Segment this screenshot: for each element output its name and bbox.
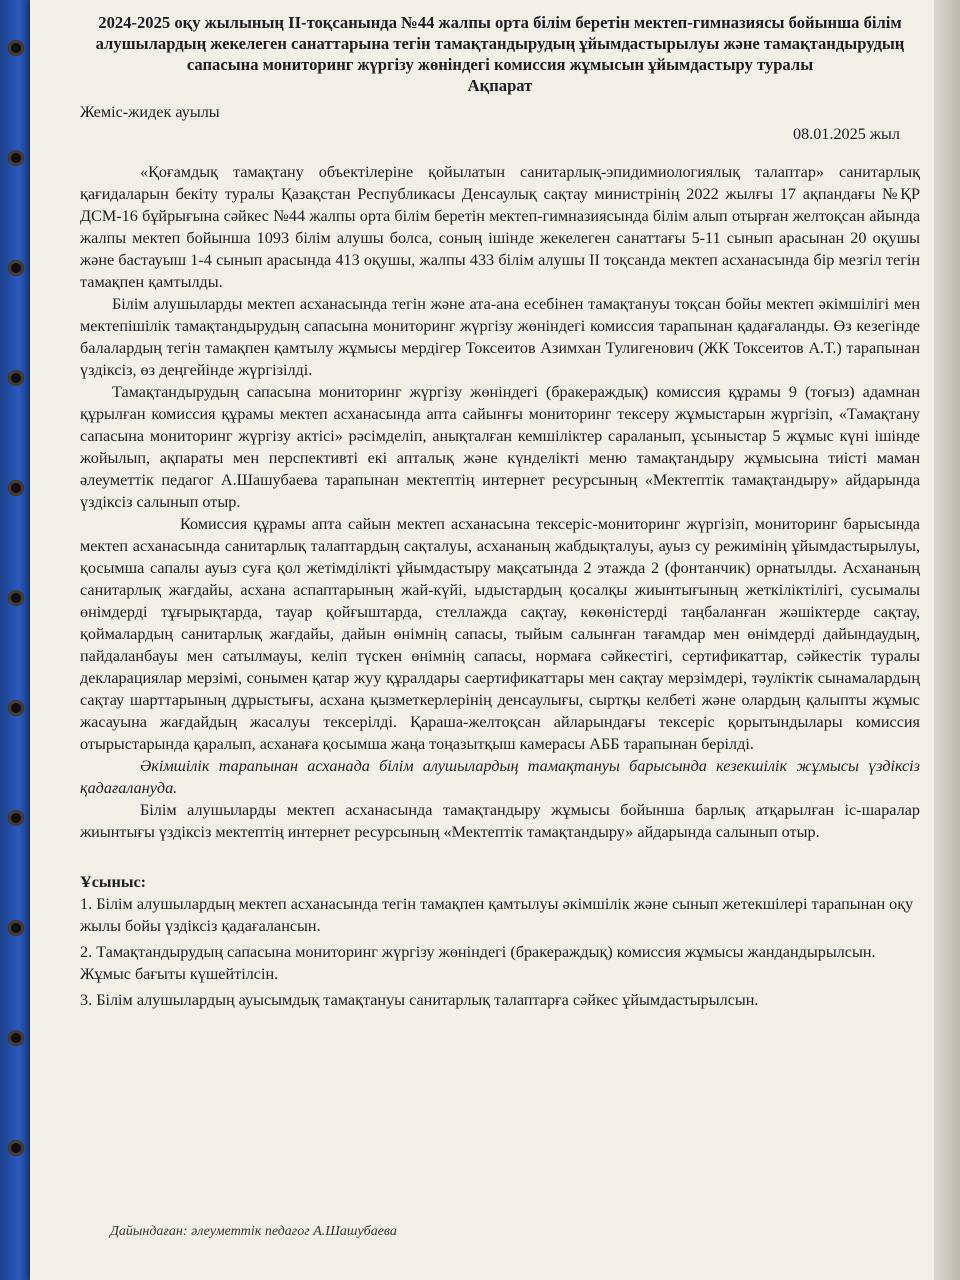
binder-ring xyxy=(8,150,24,166)
prepared-by-signature: Дайындаған: әлеуметтік педагог А.Шашубаева xyxy=(110,1224,397,1239)
binder-ring xyxy=(8,920,24,936)
binder-ring xyxy=(8,700,24,716)
paragraph-6: Білім алушыларды мектеп асханасында тамақтандыру жұмысы бойынша барлық атқарылған іс-шаралар жиынтығы үздіксіз мектептің интернет ресурсының «Мектептік тамақтандыру» айдарында салынып отыр. xyxy=(80,801,920,841)
recommendations-list xyxy=(80,893,920,1011)
page-edge xyxy=(934,0,960,1280)
recommendations-heading: Ұсыныс: xyxy=(80,873,147,891)
document-body xyxy=(80,12,920,1015)
document-place: Жеміс-жидек ауылы xyxy=(80,103,220,121)
document-date: 08.01.2025 жыл xyxy=(792,125,900,143)
binder-ring xyxy=(8,1030,24,1046)
binder-ring xyxy=(8,480,24,496)
binder-ring xyxy=(8,1140,24,1156)
binder-ring xyxy=(8,590,24,606)
document-sheet xyxy=(30,0,934,1280)
paragraph-1: «Қоғамдық тамақтану объектілеріне қойылатын санитарлық-эпидимиологиялық талаптар» санитарлық қағидаларын бекіту туралы Қазақстан Республикасы Денсаулық сақтау министрінің 2022 жылғы 17 ақпандағы №ҚР ДСМ-16 бұйрығына сәйкес №44 жалпы орта білім беретін мектеп-гимназиясында білім алып отырған желтоқсан айында жалпы мектеп бойынша 1093 білім алушы болса, соның ішінде жекелеген санаттағы 5-11 сынып арасынан 20 оқушы және бастауыш 1-4 сынып арасында 413 оқушы, жалпы 433 білім алушы ІІ тоқсанда мектеп асханасында бір мезгіл тегін тамақпен қамтылды. xyxy=(80,163,920,291)
recommendation-item: 2. Тамақтандырудың сапасына мониторинг жүргізу жөніндегі (бракераждық) комиссия жұмысы жандандырылсын. Жұмыс бағыты күшейтілсін. xyxy=(80,943,876,983)
paragraph-5: Әкімшілік тарапынан асханада білім алушылардың тамақтануы барысында кезекшілік жұмысы үздіксіз қадағалануда. xyxy=(80,757,920,797)
binder-ring xyxy=(8,810,24,826)
binder-spine xyxy=(0,0,34,1280)
recommendation-item: 3. Білім алушылардың ауысымдық тамақтануы санитарлық талаптарға сәйкес ұйымдастырылсын. xyxy=(80,991,759,1009)
paragraph-3: Тамақтандырудың сапасына мониторинг жүргізу жөніндегі (бракераждық) комиссия құрамы 9 (тоғыз) адамнан құрылған комиссия құрамы мектеп асханасында апта сайынғы мониторинг тексеру жұмыстарын жүргізіп, «Тамақтану сапасына мониторинг жүргізу актісі» рәсімделіп, анықталған кемшіліктер сараланып, ұсыныстар 5 жұмыс күні ішінде жойылып, ақпараты мен перспективті екі апталық және күнделікті меню тамақтандыру жұмысына тиісті маман әлеуметтік педагог А.Шашубаева тарапынан мектептің интернет ресурсының «Мектептік тамақтандыру» айдарында үздіксіз салынып отыр. xyxy=(80,383,920,511)
paragraph-4: Комиссия құрамы апта сайын мектеп асханасына тексеріс-мониторинг жүргізіп, мониторинг барысында мектеп асханасында санитарлық талаптардың сақталуы, асхананың жабдықталуы, ауыз су режимінің ұйымдастырылуы, қосымша сапалы ауыз суға қол жетімділікті ұйымдастыру мақсатында 2 этажда 2 (фонтанчик) орнатылды. Асхананың санитарлық жағдайы, асхана аспаптарының жай-күйі, ыдыстардың қосалқы жиынтығының жеткіліктілігі, сусымалы өнімдерді тұғырықтарда, тауар қойғыштарда, стеллажда сақтау, көкөністерді таңбаланған жәшіктерде сақтау, қоймалардың санитарлық жағдайы, дайын өнімнің сапасы, тыйым салынған тағамдар мен өнімдерді дайындаудың, пайдаланбауы мен сатылмауы, келіп түскен өнімнің сапасы, нормаға сәйкестігі, сертификаттар, сәйкестік туралы декларациялар мерзімі, сонымен қатар жуу құралдары саертификаттары мен сақтау мерзімдері, тәуліктік сынамалардың сақтау шарттарының дұрыстығы, асхана қызметкерлерінің денсаулығы, сыртқы келбеті және олардың қалыпты жұмыс жасауына жағдайдың жасалуы тексерілді. Қараша-желтоқсан айларындағы тексеріс қорытындылары комиссия отырыстарында қаралып, асханаға қосымша жаңа тоңазытқыш камерасы АББ тарапынан берілді. xyxy=(80,515,920,753)
paragraph-2: Білім алушыларды мектеп асханасында тегін және ата-ана есебінен тамақтануы тоқсан бойы мектеп әкімшілігі мен мектепішілік тамақтандырудың сапасына мониторинг жүргізу жөніндегі комиссия тарапынан қадағаланды. Өз кезегінде балалардың тегін тамақпен қамтылу жұмысы мердігер Токсеитов Азимхан Тулигенович (ЖК Токсеитов А.Т.) тарапынан үздіксіз, өз деңгейінде жүргізілді. xyxy=(80,295,920,379)
document-subtitle: Ақпарат xyxy=(467,76,533,95)
document-title: 2024-2025 оқу жылының ІІ-тоқсанында №44 жалпы орта білім беретін мектеп-гимназиясы бойынша білім алушылардың жекелеген санаттарына тегін тамақтандырудың ұйымдастырылуы және тамақтандырудың сапасына мониторинг жүргізу жөніндегі комиссия жұмысын ұйымдастыру туралы xyxy=(95,13,905,74)
binder-ring xyxy=(8,370,24,386)
recommendation-item: 1. Білім алушылардың мектеп асханасында тегін тамақпен қамтылуы әкімшілік және сынып жетекшілері тарапынан оқу жылы бойы үздіксіз қадағалансын. xyxy=(80,895,914,935)
binder-ring xyxy=(8,40,24,56)
binder-ring xyxy=(8,260,24,276)
